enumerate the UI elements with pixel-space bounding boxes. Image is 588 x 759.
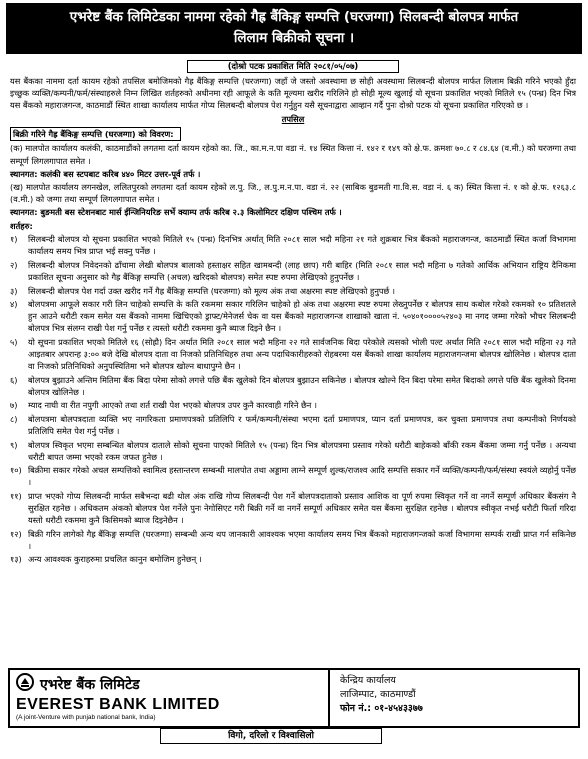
publication-date: (दोश्रो पटक प्रकाशित मिति २०८१/०५/०७) <box>187 60 399 73</box>
term-text: अन्य आवश्यक कुराहरुमा प्रचलित कानुन बमोजिम हुनेछन् । <box>28 554 202 565</box>
term-item <box>10 285 576 297</box>
joint-venture-note: (A joint-Venture with punjab national bank, India) <box>16 714 156 721</box>
term-number: ७) <box>10 400 18 411</box>
notice-body <box>10 60 576 566</box>
office-info <box>330 670 578 726</box>
term-text: बिक्रीमा सकार गरेको अचल सम्पत्तिको स्वामित्व हस्तान्तरण सम्बन्धी मालपोत तथा अड्डामा लाग्ने सम्पूर्ण शुल्क/राजश्व आदि सम्पत्ति सकार गर्ने व्यक्ति/कम्पनी/फर्म/संस्था स्वयंले व्यहोर्नु पर्नेछ । <box>28 465 576 488</box>
notice-header <box>6 3 582 54</box>
term-item <box>10 374 576 398</box>
term-text: बोलपत्र बुझाउने अन्तिम मितिमा बैंक बिदा परेमा सोको लगत्ते पछि बैंक खुलेको दिन बोलपत्र बुझाउन सकिनेछ । बोलपत्र खोल्ने दिन बिदा परेमा समेत बिदाको लगत्ते पछि बैंक खुलेको दिनमा बोलपत्र खोलिनेछ । <box>28 374 576 397</box>
term-item <box>10 413 576 437</box>
term-text: सिलबन्दी बोलपत्र पेश गर्दा उक्त खरीद गर्ने गैह्र बैंकिङ्ग सम्पत्ति (घरजग्गा) को मूल्य अंक तथा अक्षरमा स्पष्ट लेखिएको हुनुपर्छ । <box>28 285 395 296</box>
term-item <box>10 464 576 488</box>
header-line-2: लिलाम बिक्रीको सूचना । <box>233 30 355 46</box>
term-number: २) <box>10 259 18 270</box>
property-heading: बिक्री गरिने गैह्र बैंकिङ्ग सम्पत्ति (घरजग्गा) को विवरण: <box>10 127 181 141</box>
office-location: लाजिम्पाट, काठमाण्डौं <box>340 689 416 700</box>
term-number: ४) <box>10 299 18 310</box>
term-item <box>10 528 576 552</box>
bank-logo-row <box>16 673 322 695</box>
term-item <box>10 490 576 526</box>
term-text: बिक्री गरिन लागेको गैह्र बैंकिङ्ग सम्पत्ति (घरजग्गा) सम्बन्धी अन्य थप जानकारी आवश्यक भएमा कार्यालय समय भित्र बैंकको महाराजगन्जको कर्जा विभागमा सम्पर्क राखी प्राप्त गर्न सकिनेछ । <box>28 528 576 551</box>
term-number: ११) <box>10 491 22 501</box>
office-title: केन्द्रिय कार्यालय <box>340 675 396 686</box>
term-text: बोलपत्रमा आफूले सकार गरी लिन चाहेको सम्पत्ति के कति रकममा सकार गरिलिन चाहेको हो अंक तथा अक्षरमा स्पष्ट रुपमा लेख्नुपर्नेछ र बोलपत्र साथ कबोल गरेको रकमको १० प्रतिशतले हुन आउने धरौटी रकम समेत यस बैंकको नाममा खिचिएको ड्राफ्ट/मेनेजर्स चेक वा यस बैंकको महाराजगन्ज शाखाको खाता नं. ५०४०१००००५२४०३ मा नगद जम्मा गरेको भौचर सिलबन्दी बोलपत्र भित्र संलग्न राखी पेश गर्नु पर्नेछ र त्यस्तो धरौटी रकममा कुनै ब्याज दिइने छैन । <box>28 299 576 334</box>
header-line-1: एभरेष्ट बैंक लिमिटेडका नाममा रहेको गैह्र बैंकिङ्ग सम्पत्ति (घरजग्गा) सिलबन्दी बोलपत्र मार्फत <box>69 9 519 25</box>
term-number: ३) <box>10 285 18 296</box>
bank-logo-icon <box>16 673 34 695</box>
term-item <box>10 259 576 283</box>
notice-footer <box>8 668 580 728</box>
terms-list <box>10 233 576 565</box>
term-number: १२) <box>10 528 22 539</box>
term-number: १३) <box>10 554 22 565</box>
term-text: सिलबन्दी बोलपत्र यो सूचना प्रकाशित भएको मितिले १५ (पन्ध्र) दिनभित्र अर्थात् मिति २०८१ साल भदौ महिना २१ गते शुक्रबार भित्र बैंकको महाराजगन्ज, काठमाडौं स्थित कर्जा विभागमा कार्यालय समय भित्र प्राप्त भई सक्नु पर्नेछ । <box>28 234 576 257</box>
term-number: ५) <box>10 336 18 347</box>
term-text: सिलबन्दी बोलपत्र निवेदनको ढाँचामा लेखी बोलपत्र बालाको हस्ताक्षर सहित खामबन्दी (लाह छाप) गरी बाहिर (मिति २०८१ साल भदौ महिना ७ गतेको आर्थिक अभियान राष्ट्रिय दैनिकमा प्रकाशित सूचना अनुसार को गैह्र बैंकिङ्ग सम्पत्ति (अचल) खरिदको बोलपत्र) समेत स्पष्ट रुपमा लेखिएको हुनुपर्नेछ । <box>28 259 576 282</box>
term-item <box>10 553 576 565</box>
term-number: १) <box>10 234 18 245</box>
property-1-location: स्थानगत: कलंकी बस स्टपबाट करिब ४४० मिटर उत्तर-पूर्व तर्फ । <box>10 168 201 179</box>
bank-brand <box>10 670 330 726</box>
term-text: प्राप्त भएको गोप्य सिलबन्दी मार्फत सबैभन्दा बढी थोल अंक राखि गोप्य सिलबन्दी पेश गर्ने बोलपत्रदाताको प्रस्ताव आशिक वा पूर्ण रुपमा स्विकृत गर्ने वा नगर्ने सम्पूर्ण अधिकार बैंकसंग नै सुरक्षित रहनेछ । अधिकतम अंकको बोलपत्र पेश गर्नेले पुनः नेगोसिएट गरी बिक्री गर्ने वा नगर्ने सम्पूर्ण अधिकार समेत यस बैंकमा सुरक्षित रहनेछ । बोलपत्र स्वीकृत नभई धरौटी फिर्ता गरिदा यस्तो धरौटी रकममा कुनै किसिमको ब्याज दिइनेछैन । <box>28 491 576 526</box>
term-text: म्याद नाघी वा रीत नपुगी आएको तथा शर्त राखी पेश भएको बोलपत्र उपर कुनै कारवाही गरिने छैन । <box>28 400 317 411</box>
term-number: १०) <box>10 465 22 476</box>
bank-name-english: EVEREST BANK LIMITED <box>16 696 220 713</box>
term-item <box>10 233 576 257</box>
term-text: यो सूचना प्रकाशित भएको मितिले १६ (सोह्रौ) दिन अर्थात मिति २०८१ साल भदौ महिना २२ गते सार्वजनिक बिदा परेकोले त्यसको भोली पल्ट अर्थात मिति २०८१ साल भदौ महिना २३ गते आइतबार अपरान्ह ३:०० बजे देखि बोलपत्र दाता वा निजको प्रतिनिधिहरु तथा अन्य पदाधिकारीहरुको रोहबरमा यस बैंकको शाखा कार्यालय महाराजगन्जमा बोलपत्र खोलिनेछ । बोलपत्र दाता वा निजको प्रतिनिधिको अनुपस्थितिमा भने बोलपत्र खोल्न बाधापुग्ने छैन । <box>28 336 576 372</box>
property-1-description: (क) मालपोत कार्यालय कलंकी, काठमाडौंको लगतमा दर्ता कायम रहेको का. जि., का.म.न.पा वडा नं. १४ स्थित कित्ता नं. १४२ र १४९ को क्षे.फ. क्रमशः ७०.८ र ८४.६४ (व.मी.) को घरजग्गा तथा सम्पूर्ण लिगलगापात समेत । <box>10 143 576 166</box>
terms-heading: शर्तहरु: <box>10 221 33 232</box>
term-text: बोलपत्र स्विकृत भएमा सम्बन्धित बोलपत्र दाताले सोको सूचना पाएको मितिले १५ (पन्ध्र) दिन भित्र बोलपत्रमा प्रस्ताव गरेको धरौटी बाहेकको बाँकी रकम बैंकमा जम्मा गर्नु पर्नेछ । अन्यथा धरौटी बापत जम्मा भएको रकम जफत हुनेछ । <box>28 439 576 462</box>
office-phone: फोन नं.: ०१-४५४३३७७ <box>340 703 423 714</box>
intro-paragraph: यस बैंकका नाममा दर्ता कायम रहेको तपसिल बमोजिमको गैह्र बैंकिङ्ग सम्पत्ति (घरजग्गा) जहाँ जे जस्तो अवस्थामा छ सोही अवस्थामा सिलबन्दी बोलपत्र मार्फत लिलाम बिक्री गरिने भएको हुँदा इच्छुक व्यक्ति/कम्पनी/फर्म/संस्थाहरुले निम्न लिखित शर्तहरुको अधीनमा रही आफूले के कति मूल्यमा खरीद गरिलिने हो सोही मूल्य खुलाई यो सूचना प्रकाशित भएको मितिले १५ (पन्ध्र) दिन भित्र यस बैंकको महाराजगन्ज, काठमाडौं स्थित शाखा कार्यालय मार्फत गोप्य सिलबन्दी बोलपत्र पेश गर्नुहुन यसै सूचनाद्वारा आव्हान गर्दै पुनः दोश्रो पटक यो सूचना प्रकाशित गरिएको छ । <box>10 76 576 111</box>
term-item <box>10 399 576 411</box>
property-2-description: (ख) मालपोत कार्यालय लगनखेल, ललितपुरको लगतमा दर्ता कायम रहेको ल.पु. जि., ल.पु.म.न.पा. वडा नं. २२ (साबिक बुङमती गा.वि.स. वडा नं. ६ क) स्थित कित्ता नं. १ को क्षे.फ. १२६३.८ (व.मी.) को जग्गा तथा सम्पूर्ण लिगलगापात समेत । <box>10 181 576 204</box>
bank-tagline: विगो, दरिलो र विश्वासिलो <box>160 728 382 744</box>
term-item <box>10 336 576 372</box>
bank-name-nepali: एभरेष्ट बैंक लिमिटेड <box>40 676 140 693</box>
term-item <box>10 439 576 463</box>
term-number: ९) <box>10 439 18 450</box>
term-item <box>10 298 576 334</box>
term-text: बोलपत्रमा बोलपत्रदाता व्यक्ति भए नागरिकता प्रमाणपत्रको प्रतिलिपि र फर्म/कम्पनी/संस्था भएमा दर्ता प्रमाणपत्र, प्यान दर्ता प्रमाणपत्र, कर चुक्ता प्रमाणपत्र तथा कम्पनीको निर्णयको प्रतिलिपि समेत पेश गर्नु पर्नेछ । <box>28 413 576 437</box>
term-number: ८) <box>10 413 18 424</box>
schedule-title: तपसिल <box>281 114 305 125</box>
property-2-location: स्थानगत: बुङमती बस स्टेशनबाट मार्स ईन्जिनियरिङ सर्भे क्याम्प तर्फ करिब २.३ किलोमिटर दक्षिण पश्चिम तर्फ । <box>10 206 342 217</box>
term-number: ६) <box>10 374 18 385</box>
